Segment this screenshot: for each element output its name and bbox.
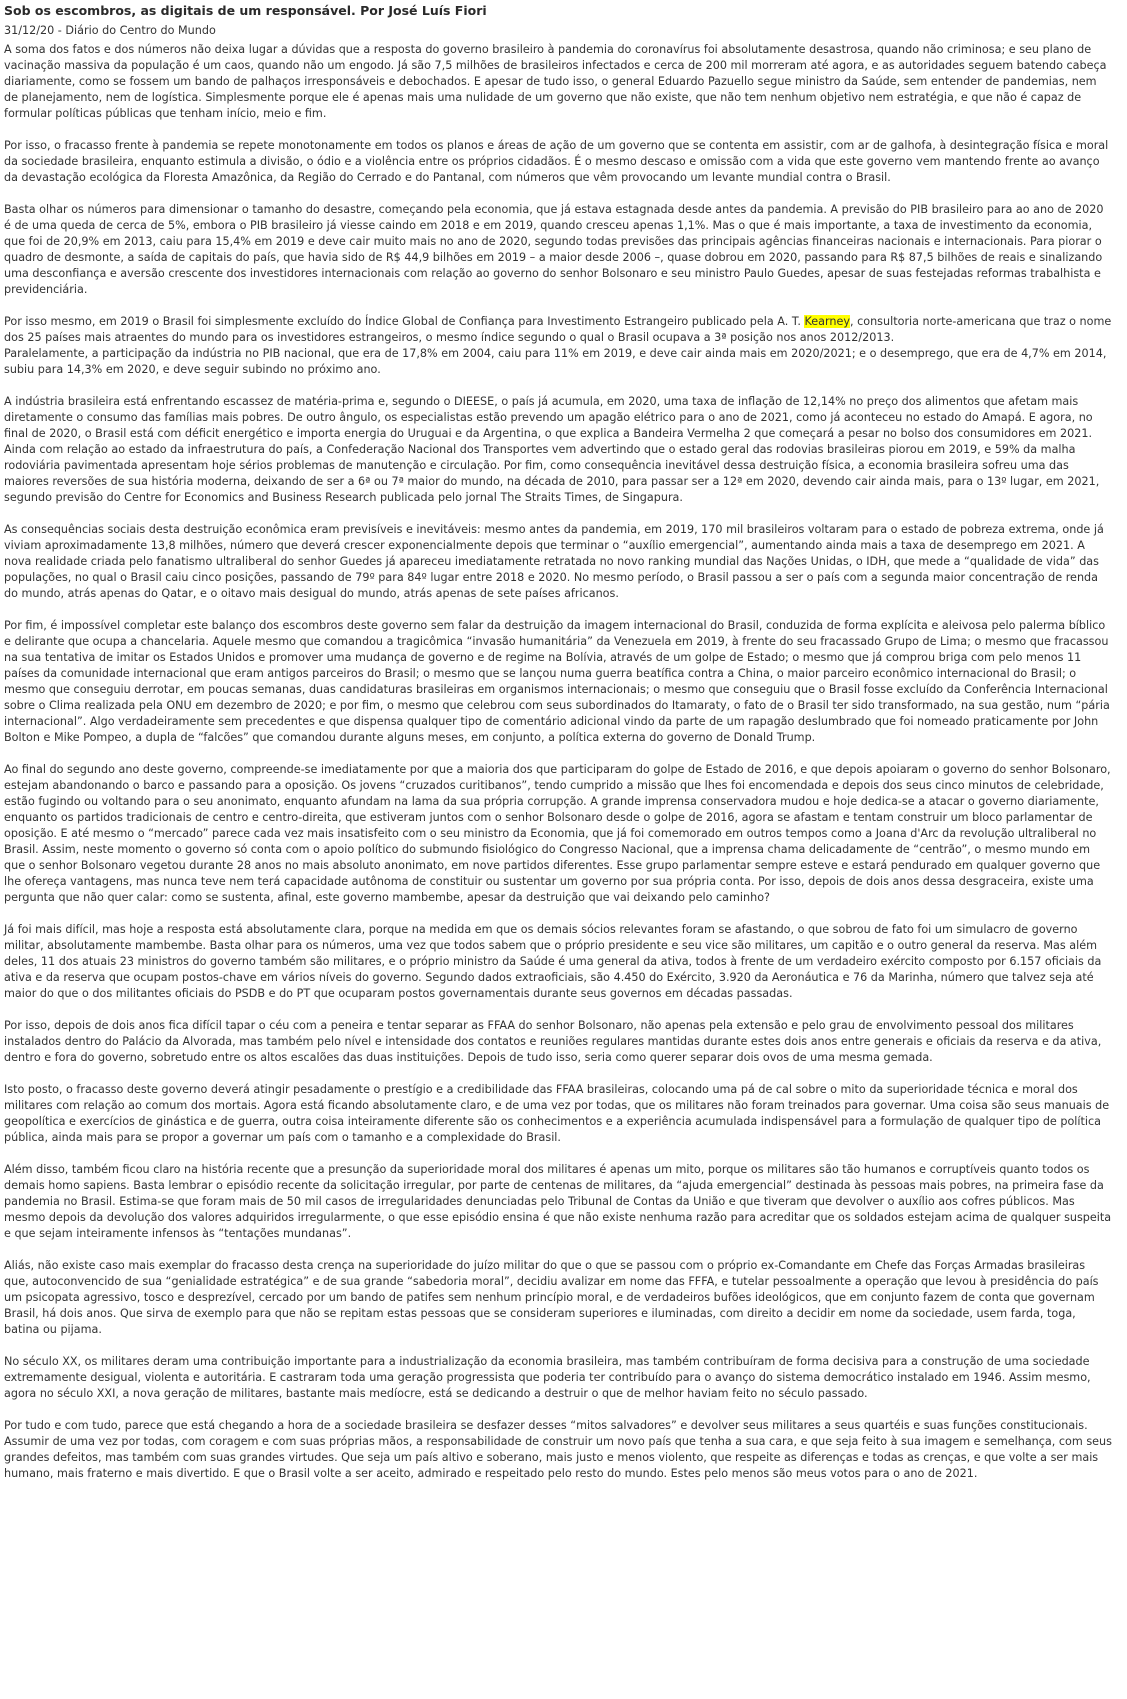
paragraph: A soma dos fatos e dos números não deixa lugar a dúvidas que a resposta do governo brasileiro à pandemia do coronavírus foi absolutamente desastrosa, quando não criminosa; e seu plano de vacinação massiva da população é um caos, quando não um engodo. Já são 7,5 milhões de brasileiros infectados e cerca de 200 mil morreram até agora, e as autoridades seguem batendo cabeça diariamente, como se fossem um bando de palhaços irresponsáveis e debochados. E apesar de tudo isso, o general Eduardo Pazuello segue ministro da Saúde, sem entender de pandemias, nem de planejamento, nem de logística. Simplesmente porque ele é apenas mais uma nulidade de um governo que não existe, que não tem nenhum objetivo nem estratégia, e que não é capaz de formular políticas públicas que tenham início, meio e fim. (4, 43, 1107, 120)
paragraph: Por isso, o fracasso frente à pandemia se repete monotonamente em todos os planos e áreas de ação de um governo que se contenta em assistir, com ar de galhofa, à desintegração física e moral da sociedade brasileira, enquanto estimula a divisão, o ódio e a violência entre os próprios cidadãos. É o mesmo descaso e omissão com a vida que este governo vem mantendo frente ao avanço da devastação ecológica da Floresta Amazônica, da Região do Cerrado e do Pantanal, com números que vêm provocando um levante mundial contra o Brasil. (4, 139, 1109, 184)
paragraph: Por fim, é impossível completar este balanço dos escombros deste governo sem falar da destruição da imagem internacional do Brasil, conduzida de forma explícita e aleivosa pelo palerma bíblico e delirante que ocupa a chancelaria. Aquele mesmo que comandou a tragicômica “invasão humanitária” da Venezuela em 2019, à frente do seu fracassado Grupo de Lima; o mesmo que fracassou na sua tentativa de imitar os Estados Unidos e promover uma mudança de governo e de regime na Bolívia, através de um golpe de Estado; o mesmo que já comprou briga com pelo menos 11 países da comunidade internacional que eram antigos parceiros do Brasil; o mesmo que se lançou numa guerra beatífica contra a China, o maior parceiro econômico internacional do Brasil; o mesmo que conseguiu derrotar, em poucas semanas, duas candidaturas brasileiras em organismos internacionais; o mesmo que conseguiu que o Brasil fosse excluído da Conferência Internacional sobre o Clima realizada pela ONU em dezembro de 2020; e por fim, o mesmo que celebrou com seus subordinados do Itamaraty, o fato de o Brasil ter sido transformado, na sua gestão, num “pária internacional”. Algo verdadeiramente sem precedentes e que dispensa qualquer tipo de comentário adicional vindo da parte de um rapagão deslumbrado que foi nomeado praticamente por John Bolton e Mike Pompeo, a dupla de “falcões” que comandou durante alguns meses, em conjunto, a política externa do governo de Donald Trump. (4, 619, 1110, 744)
paragraph-continuation: Paralelamente, a participação da indústria no PIB nacional, que era de 17,8% em 2004, caiu para 11% em 2019, e deve cair ainda mais em 2020/2021; e o desemprego, que era de 4,7% em 2014, subiu para 14,3% em 2020, e deve seguir subindo no próximo ano. (4, 347, 1107, 376)
article-meta (4, 23, 1123, 39)
article-source: Diário do Centro do Mundo (65, 24, 216, 37)
paragraph: Já foi mais difícil, mas hoje a resposta está absolutamente clara, porque na medida em que os demais sócios relevantes foram se afastando, o que sobrou de fato foi um simulacro de governo militar, absolutamente mambembe. Basta olhar para os números, uma vez que todos sabem que o próprio presidente e seu vice são militares, um capitão e o outro general da reserva. Mas além deles, 11 dos atuais 23 ministros do governo também são militares, e o próprio ministro da Saúde é uma general da ativa, todos à frente de um verdadeiro exército composto por 6.157 oficiais da ativa e da reserva que ocupam postos-chave em vários níveis do governo. Segundo dados extraoficiais, são 4.450 do Exército, 3.920 da Aeronáutica e 76 da Marinha, número que talvez seja até maior do que o dos militantes oficiais do PSDB e do PT que ocuparam postos governamentais durante seus governos em décadas passadas. (4, 923, 1102, 1000)
article-title: Sob os escombros, as digitais de um responsável. Por José Luís Fiori (4, 3, 487, 18)
kearney-text-before: Por isso mesmo, em 2019 o Brasil foi simplesmente excluído do Índice Global de Confiança para Investimento Estrangeiro publicado pela A. T. (4, 315, 805, 328)
kearney-text-after: , consultoria norte-americana que traz o nome dos 25 países mais atraentes do mundo para os investidores estrangeiros, o mesmo índice segundo o qual o Brasil ocupava a 3ª posição nos anos 2012/2013. (4, 315, 1112, 344)
article-date: 31/12/20 (4, 24, 55, 37)
paragraph-kearney (4, 314, 1123, 378)
meta-separator: - (54, 24, 66, 37)
highlighted-term: Kearney (804, 315, 850, 328)
paragraph: Ao final do segundo ano deste governo, compreende-se imediatamente por que a maioria dos que participaram do golpe de Estado de 2016, e que depois apoiaram o governo do senhor Bolsonaro, estejam abandonando o barco e passando para a oposição. Os jovens “cruzados curitibanos”, tendo cumprido a missão que lhes foi encomendada e depois dos seus cinco minutos de celebridade, estão fugindo ou voltando para o seu anonimato, enquanto afundam na lama da sua própria corrupção. A grande imprensa conservadora mudou e hoje dedica-se a atacar o governo diariamente, enquanto os partidos tradicionais de centro e centro-direita, que estiveram juntos com o senhor Bolsonaro desde o golpe de 2016, agora se afastam e tentam construir um bloco parlamentar de oposição. E até mesmo o “mercado” parece cada vez mais insatisfeito com o seu ministro da Economia, que já foi comemorado em outros tempos como a Joana d'Arc da revolução ultraliberal no Brasil. Assim, neste momento o governo só conta com o apoio político do submundo fisiológico do Congresso Nacional, que a imprensa chama delicadamente de “centrão”, o mesmo mundo em que o senhor Bolsonaro vegetou durante 28 anos no mais absoluto anonimato, em nove partidos diferentes. Esse grupo parlamentar sempre esteve e estará pendurado em qualquer governo que lhe ofereça vantagens, mas nunca teve nem terá capacidade autônoma de constituir ou sustentar um governo por sua própria conta. Por isso, depois de dois anos dessa desgraceira, existe uma pergunta que não quer calar: como se sustenta, afinal, este governo mambembe, apesar da destruição que vai deixando pelo caminho? (4, 763, 1111, 904)
paragraph: Aliás, não existe caso mais exemplar do fracasso desta crença na superioridade do juízo militar do que o que se passou com o próprio ex-Comandante em Chefe das Forças Armadas brasileiras que, autoconvencido de sua “genialidade estratégica” e de sua grande “sabedoria moral”, decidiu avalizar em nome das FFFA, e tutelar pessoalmente a operação que levou à presidência do país um psicopata agressivo, tosco e desprezível, cercado por um bando de patifes sem nenhum princípio moral, e de verdadeiros bufões ideológicos, que em conjunto fazem de conta que governam Brasil, há dois anos. Que sirva de exemplo para que não se repitam estas pessoas que se consideram superiores e iluminadas, com direito a decidir em nome da sociedade, usem farda, toga, batina ou pijama. (4, 1259, 1099, 1336)
paragraph: Além disso, também ficou claro na história recente que a presunção da superioridade moral dos militares é apenas um mito, porque os militares são tão humanos e corruptíveis quanto todos os demais homo sapiens. Basta lembrar o episódio recente da solicitação irregular, por parte de centenas de militares, da “ajuda emergencial” destinada às pessoas mais pobres, na primeira fase da pandemia no Brasil. Estima-se que foram mais de 50 mil casos de irregularidades denunciadas pelo Tribunal de Contas da União e que tiveram que devolver o auxílio aos cofres públicos. Mas mesmo depois da devolução dos valores adquiridos irregularmente, o que esse episódio ensina é que não existe nenhuma razão para acreditar que os soldados estejam acima de qualquer suspeita e que sejam inteiramente infensos às “tentações mundanas”. (4, 1163, 1112, 1240)
paragraph: Por tudo e com tudo, parece que está chegando a hora de a sociedade brasileira se desfazer desses “mitos salvadores” e devolver seus militares a seus quartéis e suas funções constitucionais. Assumir de uma vez por todas, com coragem e com suas próprias mãos, a responsabilidade de construir um novo país que tenha a sua cara, e que seja feito à sua imagem e semelhança, com seus grandes defeitos, mas também com suas grandes virtudes. Que seja um país altivo e soberano, mais justo e menos violento, que respeite as diferenças e todas as crenças, e que volte a ser mais humano, mais fraterno e mais divertido. E que o Brasil volte a ser aceito, admirado e respeitado pelo resto do mundo. Estes pelo menos são meus votos para o ano de 2021. (4, 1419, 1112, 1480)
paragraph: Isto posto, o fracasso deste governo deverá atingir pesadamente o prestígio e a credibilidade das FFAA brasileiras, colocando uma pá de cal sobre o mito da superioridade técnica e moral dos militares com relação ao comum dos mortais. Agora está ficando absolutamente claro, e de uma vez por todas, que os militares não foram treinados para governar. Uma coisa são seus manuais de geopolítica e exercícios de ginástica e de guerra, outra coisa inteiramente diferente são os conhecimentos e a experiência acumulada indispensável para a formulação de qualquer tipo de política pública, ainda mais para se propor a governar um país com o tamanho e a complexidade do Brasil. (4, 1083, 1110, 1144)
paragraph: No século XX, os militares deram uma contribuição importante para a industrialização da economia brasileira, mas também contribuíram de forma decisiva para a construção de uma sociedade extremamente desigual, violenta e autoritária. E castraram toda uma geração progressista que poderia ter contribuído para o avanço do sistema democrático instalado em 1946. Assim mesmo, agora no século XXI, a nova geração de militares, bastante mais medíocre, está se dedicando a destruir o que de melhor haviam feito no século passado. (4, 1355, 1091, 1400)
paragraph: Basta olhar os números para dimensionar o tamanho do desastre, começando pela economia, que já estava estagnada desde antes da pandemia. A previsão do PIB brasileiro para ao ano de 2020 é de uma queda de cerca de 5%, embora o PIB brasileiro já viesse caindo em 2018 e em 2019, quando cresceu apenas 1,1%. Mas o que é mais importante, a taxa de investimento da economia, que foi de 20,9% em 2013, caiu para 15,4% em 2019 e deve cair muito mais no ano de 2020, segundo todas previsões das principais agências financeiras nacionais e internacionais. Para piorar o quadro de desmonte, a saída de capitais do país, que havia sido de R$ 44,9 bilhões em 2019 – a maior desde 2006 –, quase dobrou em 2020, passando para R$ 87,5 bilhões de reais e sinalizando uma desconfiança e aversão crescente dos investidores internacionais com relação ao governo do senhor Bolsonaro e seu ministro Paulo Guedes, apesar de suas festejadas reformas trabalhista e previdenciária. (4, 203, 1104, 296)
paragraph: As consequências sociais desta destruição econômica eram previsíveis e inevitáveis: mesmo antes da pandemia, em 2019, 170 mil brasileiros voltaram para o estado de pobreza extrema, onde já viviam aproximadamente 13,8 milhões, número que deverá crescer exponencialmente depois que terminar o “auxílio emergencial”, aumentando ainda mais a taxa de desemprego em 2021. A nova realidade criada pelo fanatismo ultraliberal do senhor Guedes já apareceu imediatamente retratada no novo ranking mundial das Nações Unidas, o IDH, que mede a “qualidade de vida” das populações, no qual o Brasil caiu cinco posições, passando de 79º para 84º lugar entre 2018 e 2020. No mesmo período, o Brasil passou a ser o país com a segunda maior concentração de renda do mundo, atrás apenas do Qatar, e o oitavo mais desigual do mundo, atrás apenas de sete países africanos. (4, 523, 1104, 600)
paragraph: A indústria brasileira está enfrentando escassez de matéria-prima e, segundo o DIEESE, o país já acumula, em 2020, uma taxa de inflação de 12,14% no preço dos alimentos que afetam mais diretamente o consumo das famílias mais pobres. De outro ângulo, os especialistas estão prevendo um apagão elétrico para o ano de 2021, como já aconteceu no estado do Amapá. E agora, no final de 2020, o Brasil está com déficit energético e importa energia do Uruguai e da Argentina, o que explica a Bandeira Vermelha 2 que começará a pesar no bolso dos consumidores em 2021. Ainda com relação ao estado da infraestrutura do país, a Confederação Nacional dos Transportes vem advertindo que o estado geral das rodovias brasileiras piorou em 2019, e 59% da malha rodoviária pavimentada apresentam hoje sérios problemas de manutenção e circulação. Por fim, como consequência inevitável dessa destruição física, a economia brasileira sofreu uma das maiores reversões de sua história moderna, deixando de ser a 6ª ou 7ª maior do mundo, na década de 2010, para passar ser a 12ª em 2020, devendo cair ainda mais, para o 13º lugar, em 2021, segundo previsão do Centre for Economics and Business Research publicada pelo jornal The Straits Times, de Singapura. (4, 395, 1100, 504)
paragraph: Por isso, depois de dois anos fica difícil tapar o céu com a peneira e tentar separar as FFAA do senhor Bolsonaro, não apenas pela extensão e pelo grau de envolvimento pessoal dos militares instalados dentro do Palácio da Alvorada, mas também pelo nível e intensidade dos contatos e reuniões regulares mantidas durante estes dois anos entre generais e oficiais da reserva e da ativa, dentro e fora do governo, sobretudo entre os altos escalões das duas instituições. Depois de tudo isso, seria como querer separar dois ovos de uma mesma gemada. (4, 1019, 1102, 1064)
